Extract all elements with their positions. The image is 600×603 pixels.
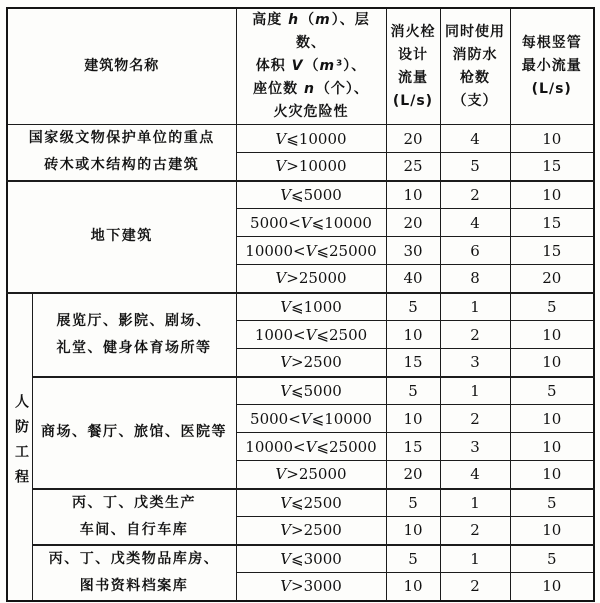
flow-cell: 5 xyxy=(386,293,440,321)
col-header-riser-flow-line: 最小流量 xyxy=(521,58,582,74)
building-cell-heritage xyxy=(7,125,236,181)
table-row xyxy=(7,545,594,573)
riser-cell: 10 xyxy=(510,573,594,601)
header-row xyxy=(7,8,594,125)
condition-cell: V⩽3000 xyxy=(236,545,386,573)
guns-cell: 4 xyxy=(440,461,510,489)
building-name-line: 砖木或木结构的古建筑 xyxy=(44,157,200,174)
riser-cell: 5 xyxy=(510,293,594,321)
table-row xyxy=(7,293,594,321)
riser-cell: 10 xyxy=(510,321,594,349)
riser-cell: 10 xyxy=(510,125,594,153)
flow-cell: 15 xyxy=(386,349,440,377)
col-header-water-guns-line: （支） xyxy=(452,92,498,109)
col-header-riser-flow-line: (L/s) xyxy=(531,81,572,97)
col-header-condition-line: 体积 V（m³）、 xyxy=(255,58,367,74)
col-header-water-guns-line: 消防水 xyxy=(452,46,498,63)
flow-cell: 10 xyxy=(386,321,440,349)
riser-cell: 15 xyxy=(510,237,594,265)
col-header-hydrant-flow xyxy=(386,8,440,125)
condition-cell: V⩽10000 xyxy=(236,125,386,153)
condition-cell: V>10000 xyxy=(236,153,386,181)
building-name-line: 商场、餐厅、旅馆、医院等 xyxy=(41,424,227,440)
flow-cell: 20 xyxy=(386,125,440,153)
riser-cell: 10 xyxy=(510,517,594,545)
condition-cell: V⩽5000 xyxy=(236,181,386,209)
building-cell-exhibition xyxy=(32,293,236,377)
condition-cell: 5000<V⩽10000 xyxy=(236,209,386,237)
condition-cell: 5000<V⩽10000 xyxy=(236,405,386,433)
col-header-hydrant-flow-line: 设计 xyxy=(398,46,428,63)
building-cell-workshop xyxy=(32,489,236,545)
col-header-hydrant-flow-line: 流量 xyxy=(398,69,428,86)
fire-hydrant-flow-table xyxy=(6,7,595,602)
col-header-condition-line: 火灾危险性 xyxy=(273,104,349,120)
condition-cell: V>3000 xyxy=(236,573,386,601)
guns-cell: 4 xyxy=(440,209,510,237)
flow-cell: 5 xyxy=(386,377,440,405)
guns-cell: 1 xyxy=(440,545,510,573)
guns-cell: 2 xyxy=(440,181,510,209)
guns-cell: 4 xyxy=(440,125,510,153)
riser-cell: 15 xyxy=(510,209,594,237)
guns-cell: 1 xyxy=(440,489,510,517)
condition-cell: 10000<V⩽25000 xyxy=(236,237,386,265)
flow-cell: 10 xyxy=(386,405,440,433)
flow-cell: 5 xyxy=(386,489,440,517)
condition-cell: 10000<V⩽25000 xyxy=(236,433,386,461)
flow-cell: 10 xyxy=(386,181,440,209)
building-name-line: 丙、丁、戊类生产 xyxy=(72,494,196,511)
col-header-condition-line: 高度 h（m）、层数、 xyxy=(252,12,370,51)
guns-cell: 3 xyxy=(440,349,510,377)
flow-cell: 15 xyxy=(386,433,440,461)
condition-cell: V⩽5000 xyxy=(236,377,386,405)
riser-cell: 5 xyxy=(510,489,594,517)
building-cell-underground xyxy=(7,181,236,293)
riser-cell: 5 xyxy=(510,545,594,573)
guns-cell: 1 xyxy=(440,377,510,405)
condition-cell: V>2500 xyxy=(236,349,386,377)
building-name-line: 地下建筑 xyxy=(90,228,153,244)
table-row xyxy=(7,377,594,405)
flow-cell: 30 xyxy=(386,237,440,265)
flow-cell: 5 xyxy=(386,545,440,573)
col-header-water-guns-line: 枪数 xyxy=(460,69,490,86)
civil-defense-label: 人防工程 xyxy=(13,394,29,494)
guns-cell: 8 xyxy=(440,265,510,293)
condition-cell: V>2500 xyxy=(236,517,386,545)
riser-cell: 10 xyxy=(510,349,594,377)
flow-cell: 20 xyxy=(386,209,440,237)
guns-cell: 1 xyxy=(440,293,510,321)
riser-cell: 10 xyxy=(510,461,594,489)
riser-cell: 10 xyxy=(510,405,594,433)
table-row xyxy=(7,489,594,517)
building-name-line: 丙、丁、戊类物品库房、 xyxy=(48,550,220,567)
building-name-line: 车间、自行车库 xyxy=(79,521,189,538)
building-name-line: 展览厅、影院、剧场、 xyxy=(56,312,212,329)
flow-cell: 40 xyxy=(386,265,440,293)
flow-cell: 10 xyxy=(386,573,440,601)
col-header-building-label: 建筑物名称 xyxy=(84,58,160,74)
col-header-riser-flow-line: 每根竖管 xyxy=(521,35,582,51)
riser-cell: 5 xyxy=(510,377,594,405)
guns-cell: 3 xyxy=(440,433,510,461)
condition-cell: V>25000 xyxy=(236,461,386,489)
condition-cell: V⩽1000 xyxy=(236,293,386,321)
condition-cell: V⩽2500 xyxy=(236,489,386,517)
col-header-building xyxy=(7,8,236,125)
guns-cell: 5 xyxy=(440,153,510,181)
col-header-hydrant-flow-line: 消火栓 xyxy=(390,23,436,40)
condition-cell: 1000<V⩽2500 xyxy=(236,321,386,349)
riser-cell: 15 xyxy=(510,153,594,181)
flow-cell: 20 xyxy=(386,461,440,489)
building-cell-civil-defense xyxy=(7,293,32,601)
riser-cell: 10 xyxy=(510,181,594,209)
guns-cell: 2 xyxy=(440,405,510,433)
col-header-water-guns xyxy=(440,8,510,125)
col-header-condition xyxy=(236,8,386,125)
table-row xyxy=(7,125,594,153)
col-header-hydrant-flow-line: (L/s) xyxy=(392,92,434,109)
building-name-line: 国家级文物保护单位的重点 xyxy=(28,130,215,147)
riser-cell: 10 xyxy=(510,433,594,461)
flow-cell: 10 xyxy=(386,517,440,545)
building-cell-market xyxy=(32,377,236,489)
guns-cell: 2 xyxy=(440,573,510,601)
guns-cell: 2 xyxy=(440,517,510,545)
building-name-line: 礼堂、健身体育场所等 xyxy=(56,339,212,356)
condition-cell: V>25000 xyxy=(236,265,386,293)
guns-cell: 2 xyxy=(440,321,510,349)
riser-cell: 20 xyxy=(510,265,594,293)
table-row xyxy=(7,181,594,209)
col-header-riser-flow xyxy=(510,8,594,125)
flow-cell: 25 xyxy=(386,153,440,181)
col-header-condition-line: 座位数 n（个）、 xyxy=(253,81,369,97)
building-cell-warehouse xyxy=(32,545,236,601)
building-name-line: 图书资料档案库 xyxy=(79,577,189,594)
col-header-water-guns-line: 同时使用 xyxy=(445,23,505,40)
guns-cell: 6 xyxy=(440,237,510,265)
